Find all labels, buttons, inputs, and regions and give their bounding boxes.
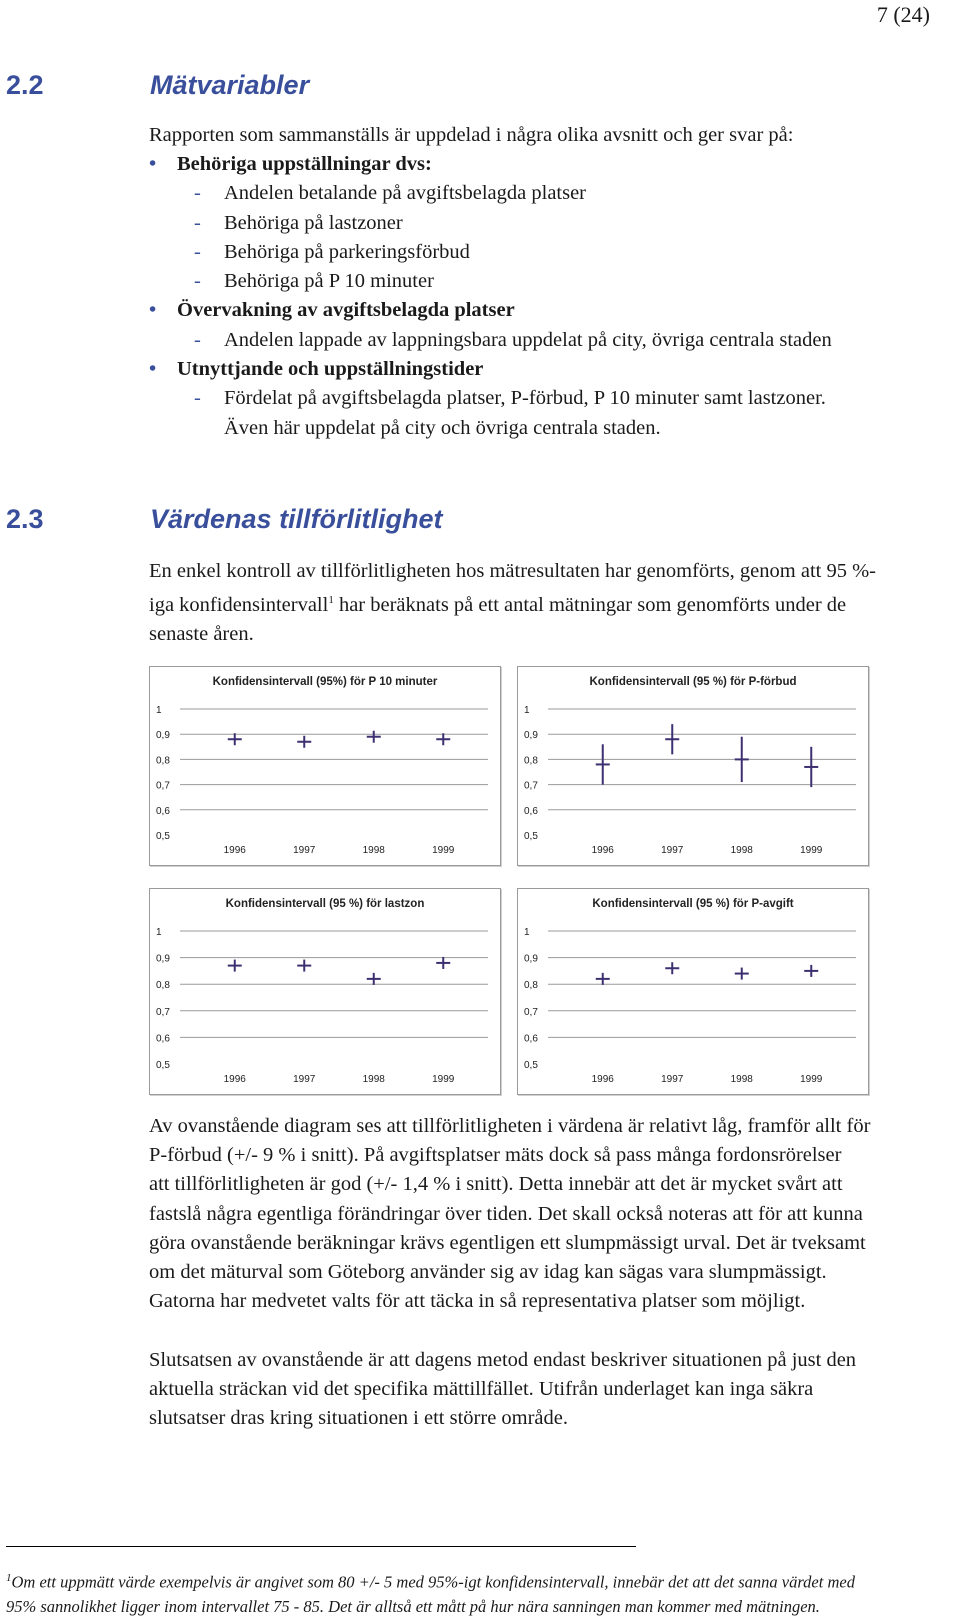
chart-title: Konfidensintervall (95 %) för P-förbud [589,676,797,688]
dash-marker: - [194,387,201,410]
section-number: 2.3 [6,504,44,534]
list-item [149,296,832,325]
chart-p-forbud [517,666,869,866]
y-tick-label: 0,8 [524,980,538,992]
list-item [149,384,832,413]
footnote-ref: 1 [328,594,334,607]
y-tick-label: 0,7 [156,780,170,792]
x-tick-label: 1997 [661,1074,684,1085]
y-tick-label: 0,9 [156,730,170,742]
y-tick-label: 0,7 [524,1006,538,1018]
paragraph-line: iga konfidensintervall [149,594,329,617]
y-tick-label: 0,6 [524,1033,538,1045]
chart-title: Konfidensintervall (95%) för P 10 minuter [212,676,438,688]
list-item [149,355,832,384]
list-item [149,267,832,296]
list-item [149,209,832,238]
x-tick-label: 1999 [800,1074,823,1085]
y-tick-label: 0,5 [524,1060,538,1071]
dash-marker: - [194,328,201,351]
y-tick-label: 1 [156,705,162,716]
list-item [149,238,832,267]
y-tick-label: 0,9 [156,953,170,965]
y-tick-label: 0,8 [156,755,170,767]
chart-p10 [149,666,501,866]
measure-list [149,150,832,443]
y-tick-label: 0,6 [156,805,170,817]
y-tick-label: 0,9 [524,953,538,965]
chart-title: Konfidensintervall (95 %) för lastzon [225,898,425,910]
x-tick-label: 1998 [362,845,385,856]
footnote [6,1566,946,1620]
list-item-text: Behöriga uppställningar dvs: [177,153,432,175]
paragraph-line: Slutsatsen av ovanstående är att dagens metod endast beskriver situationen på just den [149,1349,857,1371]
paragraph-line: aktuella sträckan vid det specifika mättillfället. Utifrån underlaget kan inga säkra [149,1378,814,1401]
list-item-text: Andelen betalande på avgiftsbelagda platser [224,182,587,205]
paragraph-line: har beräknats på ett antal mätningar som genomförts under de [333,594,847,617]
paragraph-reliability [149,557,949,649]
y-tick-label: 0,5 [156,1060,170,1071]
dash-marker: - [194,270,201,293]
list-item-text: Behöriga på P 10 minuter [224,270,434,293]
x-tick-label: 1999 [800,845,823,856]
footnote-marker: 1 [6,1572,12,1584]
footnote-line: Om ett uppmätt värde exempelvis är angivet som 80 +/- 5 med 95%-igt konfidensintervall, innebär det att det sanna värdet med [11,1572,855,1592]
section-title: Värdenas tillförlitlighet [150,504,443,534]
y-tick-label: 1 [524,927,530,938]
list-item-text: Andelen lappade av lappningsbara uppdelat på city, övriga centrala staden [224,328,832,351]
dash-marker: - [194,182,201,205]
y-tick-label: 1 [524,705,530,716]
x-tick-label: 1997 [293,1074,316,1085]
list-item-text: Behöriga på parkeringsförbud [224,240,470,263]
chart-p-avgift [517,888,869,1095]
x-tick-label: 1999 [432,845,455,856]
y-tick-label: 0,8 [156,980,170,992]
chart-lastzon [149,888,501,1095]
y-tick-label: 0,7 [156,1006,170,1018]
footnote-line: 95% sannolikhet ligger inom intervallet 75 - 85. Det är alltså ett mått på hur nära sanningen man kommer med mätningen. [6,1597,820,1616]
x-tick-label: 1999 [432,1074,455,1085]
dash-marker: - [194,240,201,263]
x-tick-label: 1998 [730,1074,753,1085]
paragraph-line: göra ovanstående beräkningar krävs egentligen ett slumpmässigt urval. Det är tveksamt [149,1231,866,1254]
paragraph-line: senaste åren. [149,623,254,646]
section-heading-2-2 [6,70,309,101]
dash-marker: - [194,211,201,234]
paragraph-line: Gatorna har medvetet valts för att täcka in så representativa platser som möjligt. [149,1290,806,1313]
y-tick-label: 0,5 [524,831,538,842]
y-tick-label: 0,6 [156,1033,170,1045]
y-tick-label: 0,9 [524,730,538,742]
footnote-divider [6,1546,636,1547]
list-item-text: Övervakning av avgiftsbelagda platser [177,299,515,322]
paragraph-conclusion [149,1346,949,1434]
x-tick-label: 1998 [362,1074,385,1085]
y-tick-label: 0,7 [524,780,538,792]
x-tick-label: 1996 [223,845,246,856]
intro-text: Rapporten som sammanställs är uppdelad i några olika avsnitt och ger svar på: [149,124,794,146]
list-item [149,179,832,208]
y-tick-label: 0,8 [524,755,538,767]
y-tick-label: 0,6 [524,805,538,817]
list-item [149,150,832,179]
list-item-text: Även här uppdelat på city och övriga centrala staden. [224,416,661,439]
list-item [149,326,832,355]
paragraph-line: om det mäturval som Göteborg använder sig av idag kan sägas vara slumpmässigt. [149,1261,827,1284]
list-item-text: Behöriga på lastzoner [224,211,403,234]
x-tick-label: 1996 [591,1074,614,1085]
section-number: 2.2 [6,70,44,100]
paragraph-line: En enkel kontroll av tillförlitligheten hos mätresultaten har genomförts, genom att 95 %- [149,560,876,582]
paragraph-line: Av ovanstående diagram ses att tillförlitligheten i värdena är relativt låg, framför allt för [149,1115,871,1137]
x-tick-label: 1996 [591,845,614,856]
paragraph-line: att tillförlitligheten är god (+/- 1,4 % i snitt). Detta innebär att det är mycket svårt att [149,1173,843,1196]
section-title: Mätvariabler [150,70,310,100]
list-item-text: Fördelat på avgiftsbelagda platser, P-förbud, P 10 minuter samt lastzoner. [224,387,826,410]
x-tick-label: 1997 [661,845,684,856]
x-tick-label: 1996 [223,1074,246,1085]
page-number: 7 (24) [876,2,930,27]
paragraph-line: slutsatser dras kring situationen i ett större område. [149,1407,569,1430]
list-item-text: Utnyttjande och uppställningstider [177,358,484,381]
x-tick-label: 1997 [293,845,316,856]
paragraph-analysis [149,1112,949,1316]
x-tick-label: 1998 [730,845,753,856]
y-tick-label: 1 [156,927,162,938]
chart-title: Konfidensintervall (95 %) för P-avgift [592,898,794,910]
section-heading-2-3 [6,504,443,535]
y-tick-label: 0,5 [156,831,170,842]
paragraph-line: P-förbud (+/- 9 % i snitt). På avgiftsplatser mäts dock så pass många fordonsrörelser [149,1144,842,1167]
list-item [149,414,832,443]
paragraph-line: fastslå några egentliga förändringar över tiden. Det skall också noteras att för att kunna [149,1202,863,1225]
